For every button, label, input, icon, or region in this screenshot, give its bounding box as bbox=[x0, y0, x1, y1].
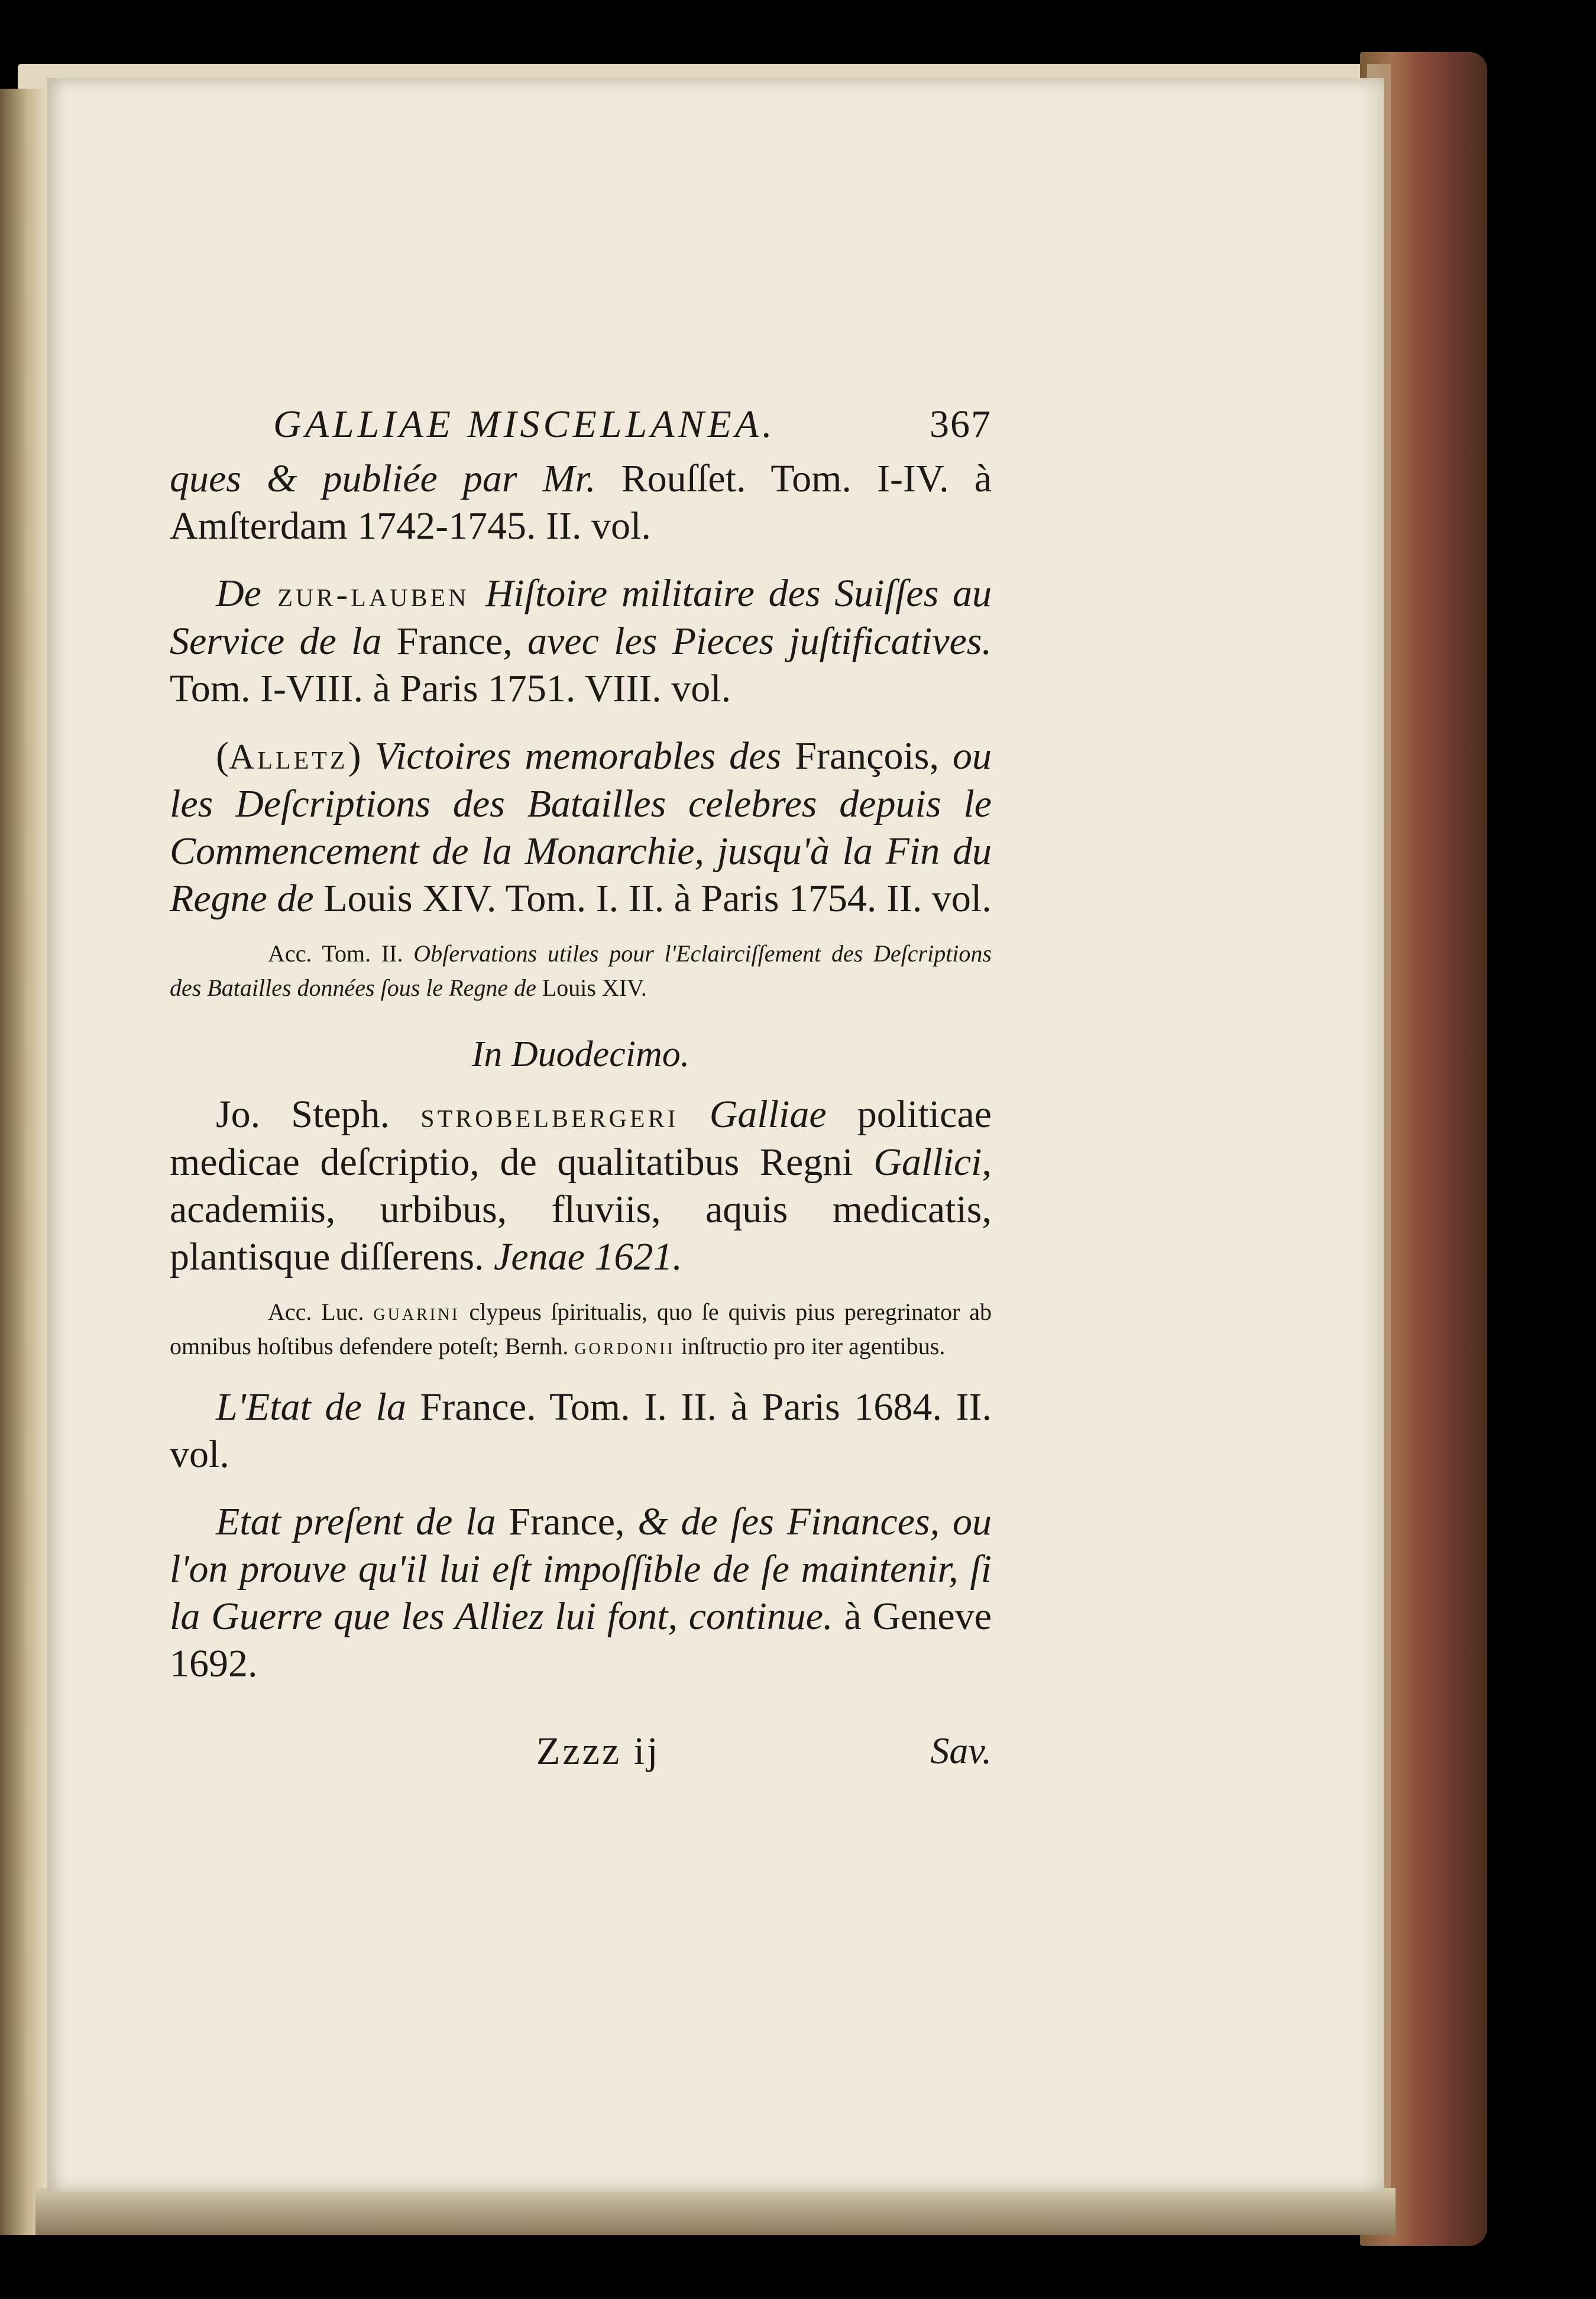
page-content bbox=[170, 396, 992, 1782]
entry-title: ou les Deſcriptions des Batailles celebres depuis le Commencement de la Monarchie, jusqu'à la Fin du Regne de bbox=[170, 734, 992, 920]
page-header bbox=[170, 396, 992, 455]
bibliography-entry bbox=[170, 455, 992, 550]
bibliography-entry bbox=[170, 1498, 992, 1688]
entry-title: Etat preſent de la bbox=[216, 1500, 496, 1543]
entry-title: Victoires memorables des bbox=[374, 734, 782, 778]
section-heading: In Duodecimo. bbox=[471, 1034, 690, 1074]
entry-author: zur-lauben bbox=[261, 575, 485, 614]
bibliography-entry bbox=[170, 570, 992, 713]
note-text: clypeus ſpiritualis, quo ſe quivis pius peregrinator ab omnibus hoſtibus defendere poteſt; Bernh. bbox=[170, 1299, 992, 1359]
entry-text: ( bbox=[216, 734, 229, 778]
page-bottom-edge bbox=[35, 2188, 1396, 2235]
entry-text: ) bbox=[348, 734, 375, 778]
note-text: Louis XIV. bbox=[536, 974, 647, 1001]
note-author: guarini bbox=[373, 1299, 460, 1325]
entry-text: France. Tom. I. II. à Paris 1684. II. vol. bbox=[170, 1385, 992, 1476]
entry-text: Tom. I-VIII. à Paris 1751. VIII. vol. bbox=[170, 667, 731, 710]
note-text: Acc. Luc. bbox=[268, 1299, 374, 1325]
entry-author: Alletz bbox=[228, 737, 348, 776]
entry-text: Jo. Steph. bbox=[216, 1093, 421, 1136]
entry-title: Hiſtoire militaire des Suiſſes au Service de la bbox=[170, 572, 992, 663]
bibliography-entry bbox=[170, 1091, 992, 1281]
entry-text: , academiis, urbibus, fluviis, aquis medicatis, plantisque diſſerens. bbox=[170, 1141, 992, 1278]
entry-imprint: Jenae 1621. bbox=[494, 1235, 682, 1278]
entry-author: strobelbergeri bbox=[420, 1096, 679, 1135]
entry-text: à Geneve 1692. bbox=[170, 1595, 992, 1685]
entry-title: ques & publiée par Mr. bbox=[170, 457, 596, 500]
entry-text: Louis XIV. Tom. I. II. à Paris 1754. II. vol. bbox=[313, 877, 992, 920]
entry-title: De bbox=[216, 572, 261, 615]
accompanying-note bbox=[170, 937, 992, 1005]
entry-text: François, bbox=[781, 734, 953, 778]
entry-title: Gallici bbox=[873, 1141, 982, 1184]
note-text: Acc. Tom. II. bbox=[268, 940, 414, 967]
entry-title: avec les Pieces juſtificatives. bbox=[527, 620, 992, 663]
entry-title: & de ſes Finances, ou l'on prouve qu'il lui eſt impoſſible de ſe maintenir, ſi la Guerre que les Alliez lui font, continue. bbox=[170, 1500, 992, 1638]
page-footer bbox=[170, 1729, 992, 1782]
note-author: gordonii bbox=[574, 1333, 675, 1359]
note-title: Obſervations utiles pour l'Eclairciſſement des Deſcriptions des Batailles données ſous le Regne de bbox=[170, 940, 992, 1001]
running-head: GALLIAE MISCELLANEA. bbox=[273, 403, 776, 446]
entry-title: Galliae bbox=[678, 1093, 827, 1136]
note-text: inſtructio pro iter agentibus. bbox=[675, 1333, 946, 1359]
book-spine-edge bbox=[0, 89, 47, 2235]
entry-title: L'Etat de la bbox=[216, 1385, 406, 1429]
bibliography-entry bbox=[170, 1384, 992, 1478]
catchword: Sav. bbox=[930, 1730, 992, 1772]
signature-mark: Zzzz ij bbox=[536, 1730, 661, 1773]
entry-text: France, bbox=[496, 1500, 638, 1543]
accompanying-note bbox=[170, 1295, 992, 1364]
bibliography-entry bbox=[170, 733, 992, 922]
entry-text: France, bbox=[381, 620, 527, 663]
page-number: 367 bbox=[930, 403, 992, 446]
entry-text: politicae medicae deſcriptio, de qualitatibus Regni bbox=[170, 1093, 992, 1184]
entry-text: Rouſſet. Tom. I-IV. à Amſterdam 1742-1745. II. vol. bbox=[170, 457, 992, 548]
